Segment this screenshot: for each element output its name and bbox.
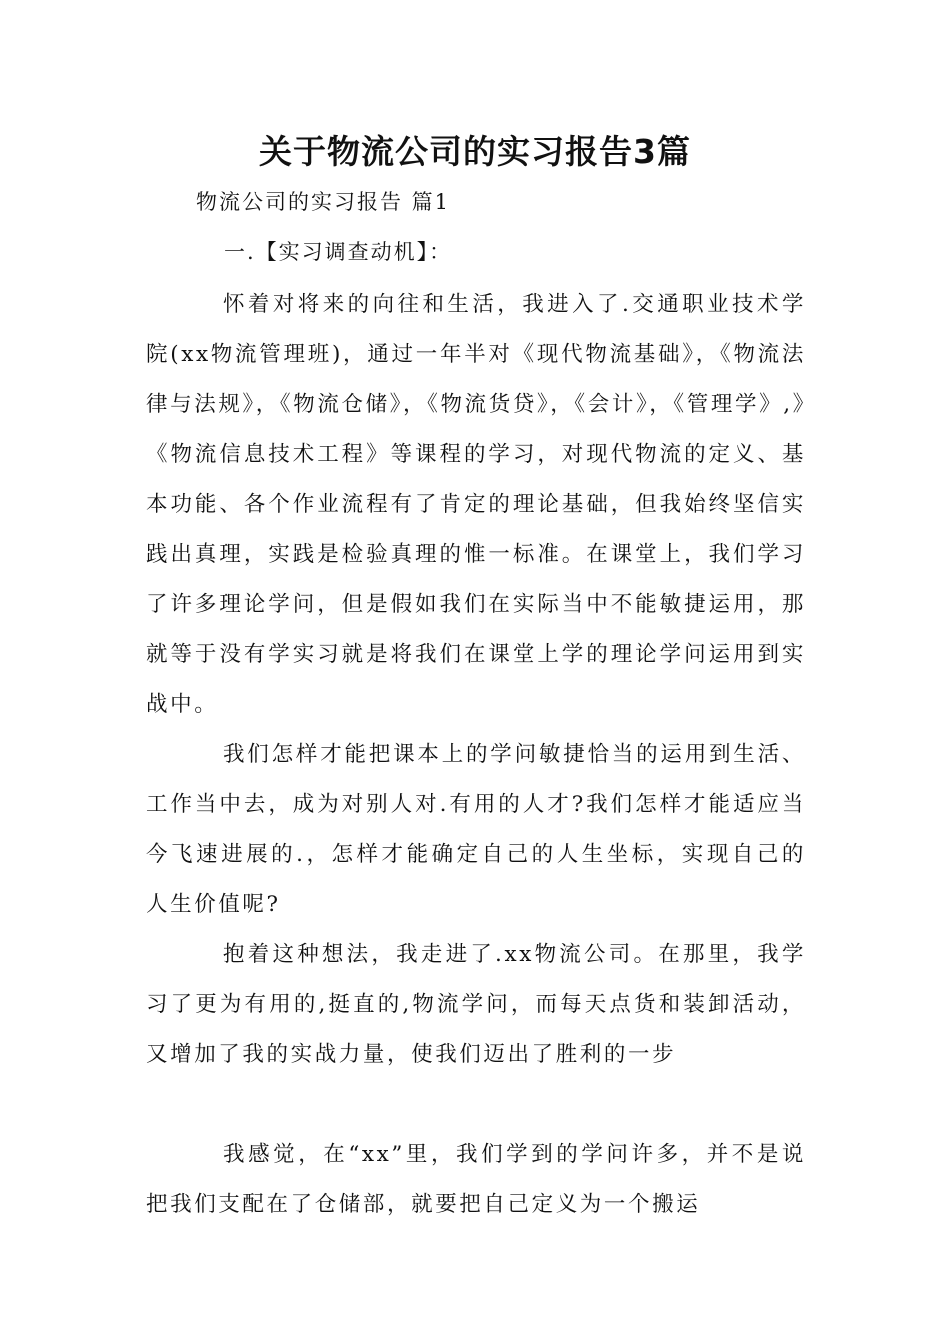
document-title: 关于物流公司的实习报告3篇	[259, 132, 691, 171]
paragraph-feeling: 我感觉，在“xx”里，我们学到的学问许多，并不是说把我们支配在了仓储部，就要把自己定义为一个搬运	[146, 1142, 806, 1217]
document-subtitle: 物流公司的实习报告 篇1	[196, 190, 451, 214]
document-body	[146, 280, 806, 1230]
section-heading: 一.【实习调查动机】：	[224, 240, 453, 264]
paragraph-question: 我们怎样才能把课本上的学问敏捷恰当的运用到生活、工作当中去，成为对别人对.有用的人才?我们怎样才能适应当今飞速进展的.，怎样才能确定自己的人生坐标，实现自己的人生价值呢?	[146, 742, 806, 917]
paragraph-motivation: 怀着对将来的向往和生活，我进入了.交通职业技术学院(xx物流管理班)，通过一年半对《现代物流基础》，《物流法律与法规》，《物流仓储》，《物流货贷》，《会计》，《管理学》,》《物流信息技术工程》等课程的学习，对现代物流的定义、基本功能、各个作业流程有了肯定的理论基础，但我始终坚信实践出真理，实践是检验真理的惟一标准。在课堂上，我们学习了许多理论学问，但是假如我们在实际当中不能敏捷运用，那就等于没有学实习就是将我们在课堂上学的理论学问运用到实战中。	[146, 292, 806, 717]
paragraph-company: 抱着这种想法，我走进了.xx物流公司。在那里，我学习了更为有用的,挺直的,物流学问，而每天点货和装卸活动，又增加了我的实战力量，使我们迈出了胜利的一步	[146, 942, 806, 1067]
